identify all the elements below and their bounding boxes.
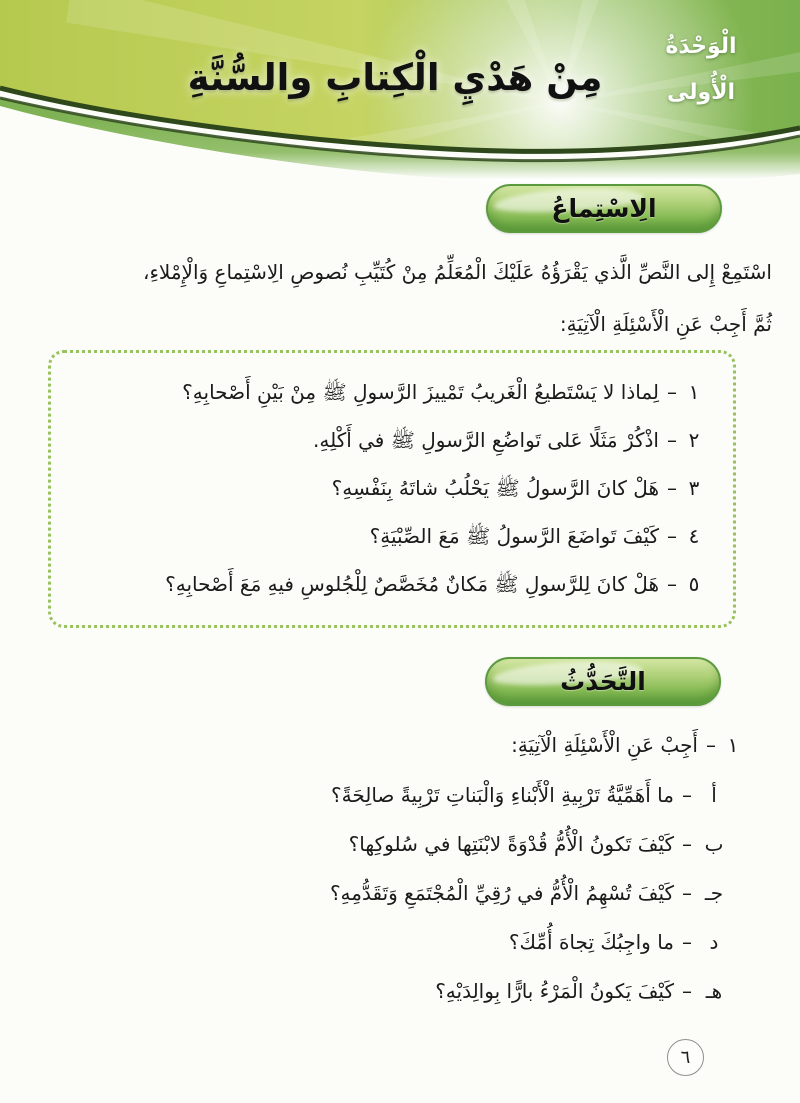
page-number-badge bbox=[667, 1039, 704, 1076]
speaking-question-a bbox=[330, 771, 728, 820]
listening-instruction-line2: ثُمَّ أَجِبْ عَنِ الْأَسْئِلَةِ الْآتِيَةِ: bbox=[559, 312, 772, 336]
question-letter: هـ bbox=[705, 979, 723, 1003]
speaking-question-d bbox=[330, 918, 728, 967]
question-letter: جـ bbox=[704, 881, 724, 905]
question-number: ٢ bbox=[688, 428, 700, 452]
question-dash: – bbox=[667, 524, 677, 548]
question-dash: – bbox=[682, 979, 692, 1003]
unit-label bbox=[646, 36, 756, 104]
unit-label-line2: الْأُولى bbox=[666, 80, 736, 105]
question-text: كَيْفَ تَكونُ الْأُمُّ قُدْوَةً لابْنَتِها في سُلوكِها؟ bbox=[348, 832, 674, 856]
question-text: ما أَهَمِّيَّةُ تَرْبِيةِ الْأَبْناءِ وَالْبَناتِ تَرْبِيةً صالِحَةً؟ bbox=[330, 783, 674, 807]
listening-instruction-line1: اسْتَمِعْ إِلى النَّصِّ الَّذي يَقْرَؤُهُ عَلَيْكَ الْمُعَلِّمُ مِنْ كُتَيِّبِ نُصوصِ الِاسْتِماعِ وَالْإِمْلاءِ، bbox=[143, 260, 772, 284]
listening-question-4 bbox=[63, 512, 703, 560]
question-text: لِماذا لا يَسْتَطيعُ الْغَريبُ تَمْييزَ الرَّسولِ ﷺ مِنْ بَيْنِ أَصْحابِهِ؟ bbox=[182, 380, 659, 404]
question-number: ٥ bbox=[688, 572, 700, 596]
instruction-number: ١ bbox=[727, 733, 739, 757]
question-dash: – bbox=[682, 881, 692, 905]
listening-question-1 bbox=[63, 368, 703, 416]
speaking-question-h bbox=[330, 967, 728, 1016]
question-dash: – bbox=[667, 476, 677, 500]
question-dash: – bbox=[667, 428, 677, 452]
page-title: مِنْ هَدْيِ الْكِتابِ والسُّنَّةِ bbox=[187, 56, 603, 99]
speaking-section-badge bbox=[485, 657, 721, 706]
question-letter: ب bbox=[704, 832, 724, 856]
question-text: هَلْ كانَ الرَّسولُ ﷺ يَحْلُبُ شاتَهُ بِنَفْسِهِ؟ bbox=[331, 476, 659, 500]
listening-instructions bbox=[14, 246, 772, 350]
listening-questions-box bbox=[48, 350, 736, 628]
question-text: هَلْ كانَ لِلرَّسولِ ﷺ مَكانٌ مُخَصَّصٌ لِلْجُلوسِ فيهِ مَعَ أَصْحابِهِ؟ bbox=[165, 572, 659, 596]
question-number: ٣ bbox=[688, 476, 700, 500]
speaking-badge-label: التَّحَدُّثُ bbox=[560, 667, 646, 696]
instruction-text: أَجِبْ عَنِ الْأَسْئِلَةِ الْآتِيَةِ: bbox=[511, 733, 698, 757]
question-letter: د bbox=[709, 930, 719, 954]
question-dash: – bbox=[682, 832, 692, 856]
listening-question-2 bbox=[63, 416, 703, 464]
speaking-question-j bbox=[330, 869, 728, 918]
question-text: اذْكُرْ مَثَلًا عَلى تَواضُعِ الرَّسولِ ﷺ في أَكْلِهِ. bbox=[313, 428, 659, 452]
question-number: ٤ bbox=[688, 524, 700, 548]
listening-question-3 bbox=[63, 464, 703, 512]
listening-question-5 bbox=[63, 560, 703, 608]
listening-badge-label: الِاسْتِماعُ bbox=[551, 194, 657, 223]
question-text: كَيْفَ تُسْهِمُ الْأُمُّ في رُقِيِّ الْمُجْتَمَعِ وَتَقَدُّمِهِ؟ bbox=[329, 881, 674, 905]
page-number: ٦ bbox=[680, 1047, 691, 1068]
question-text: ما واجِبُكَ تِجاهَ أُمِّكَ؟ bbox=[508, 930, 674, 954]
question-dash: – bbox=[667, 380, 677, 404]
speaking-instruction bbox=[511, 722, 742, 770]
question-dash: – bbox=[682, 930, 692, 954]
question-dash: – bbox=[682, 783, 692, 807]
instruction-dash: – bbox=[706, 733, 716, 757]
question-letter: أ bbox=[711, 783, 717, 807]
unit-label-line1: الْوَحْدَةُ bbox=[665, 34, 737, 59]
question-text: كَيْفَ يَكونُ الْمَرْءُ بارًّا بِوالِدَيْهِ؟ bbox=[435, 979, 674, 1003]
question-dash: – bbox=[667, 572, 677, 596]
speaking-questions-list bbox=[330, 771, 728, 1016]
listening-section-badge bbox=[486, 184, 722, 233]
header-banner bbox=[0, 0, 800, 185]
question-number: ١ bbox=[688, 380, 700, 404]
speaking-question-b bbox=[330, 820, 728, 869]
question-text: كَيْفَ تَواضَعَ الرَّسولُ ﷺ مَعَ الصِّبْيَةِ؟ bbox=[369, 524, 659, 548]
